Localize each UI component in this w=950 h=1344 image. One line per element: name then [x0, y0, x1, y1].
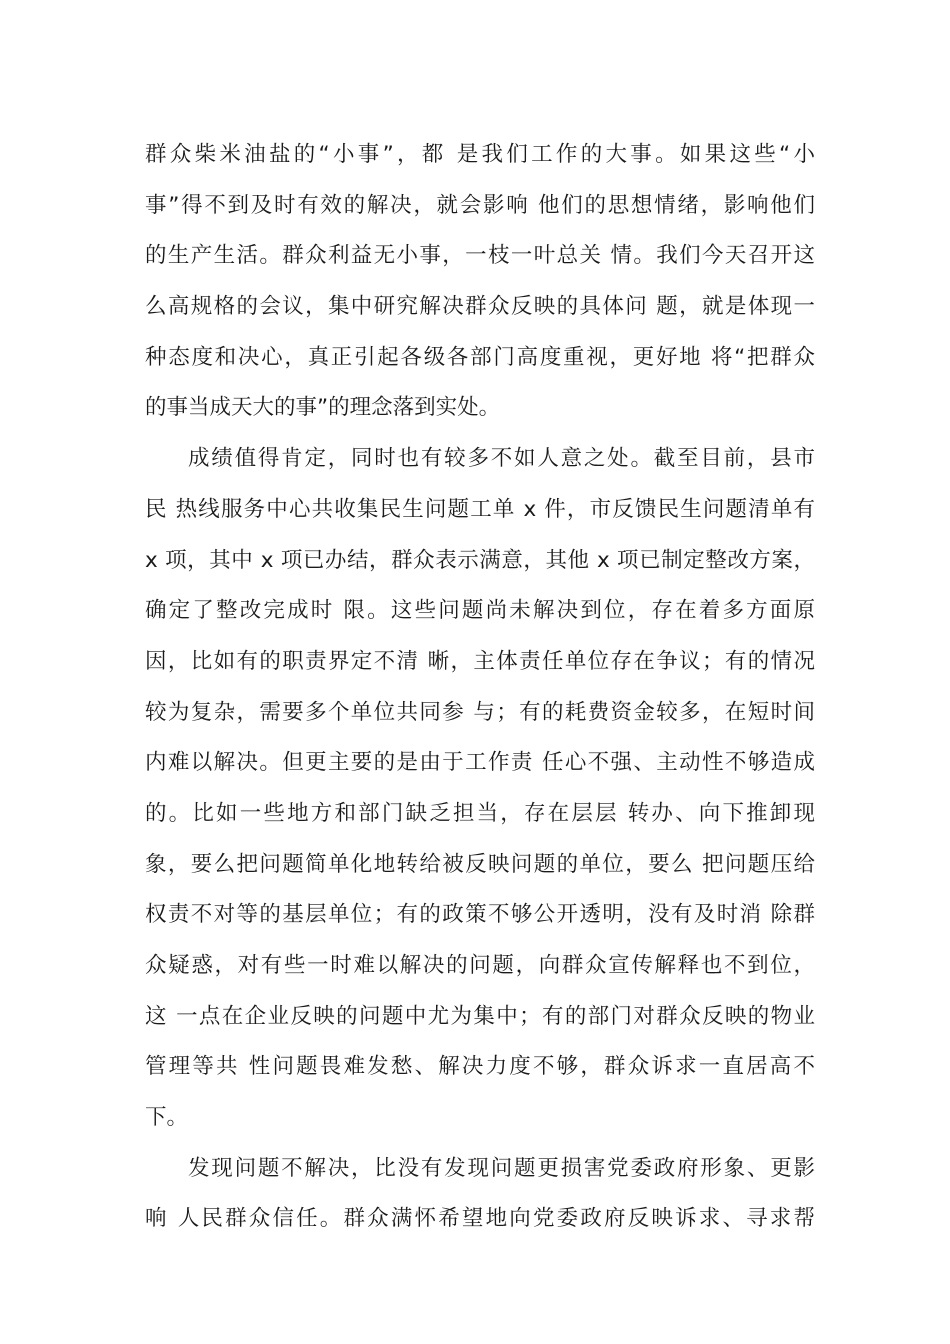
- text-line: 内难以解决。但更主要的是由于工作责 任心不强、主动性不够造成: [145, 750, 815, 776]
- text-line: 事”得不到及时有效的解决，就会影响 他们的思想情绪，影响他们: [145, 192, 815, 218]
- document-body: [145, 130, 815, 1245]
- text-line: 下。: [145, 1105, 189, 1131]
- text-line: 这 一点在企业反映的问题中尤为集中；有的部门对群众反映的物业: [145, 1003, 815, 1029]
- text-line: x 项，其中 x 项已办结，群众表示满意，其他 x 项已制定整改方案，: [145, 547, 815, 573]
- text-line: 较为复杂，需要多个单位共同参 与；有的耗费资金较多，在短时间: [145, 699, 815, 725]
- text-line: 成绩值得肯定，同时也有较多不如人意之处。截至目前，县市: [188, 446, 815, 472]
- text-line: 管理等共 性问题畏难发愁、解决力度不够，群众诉求一直居高不: [145, 1054, 815, 1080]
- text-line: 民 热线服务中心共收集民生问题工单 x 件，市反馈民生问题清单有: [145, 496, 815, 522]
- text-line: 因，比如有的职责界定不清 晰，主体责任单位存在争议；有的情况: [145, 648, 815, 674]
- text-line: 群众柴米油盐的“小事”，都 是我们工作的大事。如果这些“小: [145, 142, 815, 167]
- text-line: 种态度和决心，真正引起各级各部门高度重视，更好地 将“把群众: [145, 344, 815, 370]
- text-line: 的。比如一些地方和部门缺乏担当，存在层层 转办、向下推卸现: [145, 800, 815, 826]
- text-line: 众疑惑，对有些一时难以解决的问题，向群众宣传解释也不到位，: [145, 953, 815, 978]
- text-line: 的事当成天大的事”的理念落到实处。: [145, 395, 501, 421]
- text-line: 么高规格的会议，集中研究解决群众反映的具体问 题，就是体现一: [145, 294, 815, 320]
- text-line: 象，要么把问题简单化地转给被反映问题的单位，要么 把问题压给: [145, 851, 815, 877]
- text-line: 权责不对等的基层单位；有的政策不够公开透明，没有及时消 除群: [145, 902, 815, 928]
- text-line: 的生产生活。群众利益无小事，一枝一叶总关 情。我们今天召开这: [145, 243, 815, 269]
- text-line: 发现问题不解决，比没有发现问题更损害党委政府形象、更影: [188, 1155, 815, 1181]
- text-line: 确定了整改完成时 限。这些问题尚未解决到位，存在着多方面原: [145, 598, 815, 624]
- text-line: 响 人民群众信任。群众满怀希望地向党委政府反映诉求、寻求帮: [145, 1206, 815, 1232]
